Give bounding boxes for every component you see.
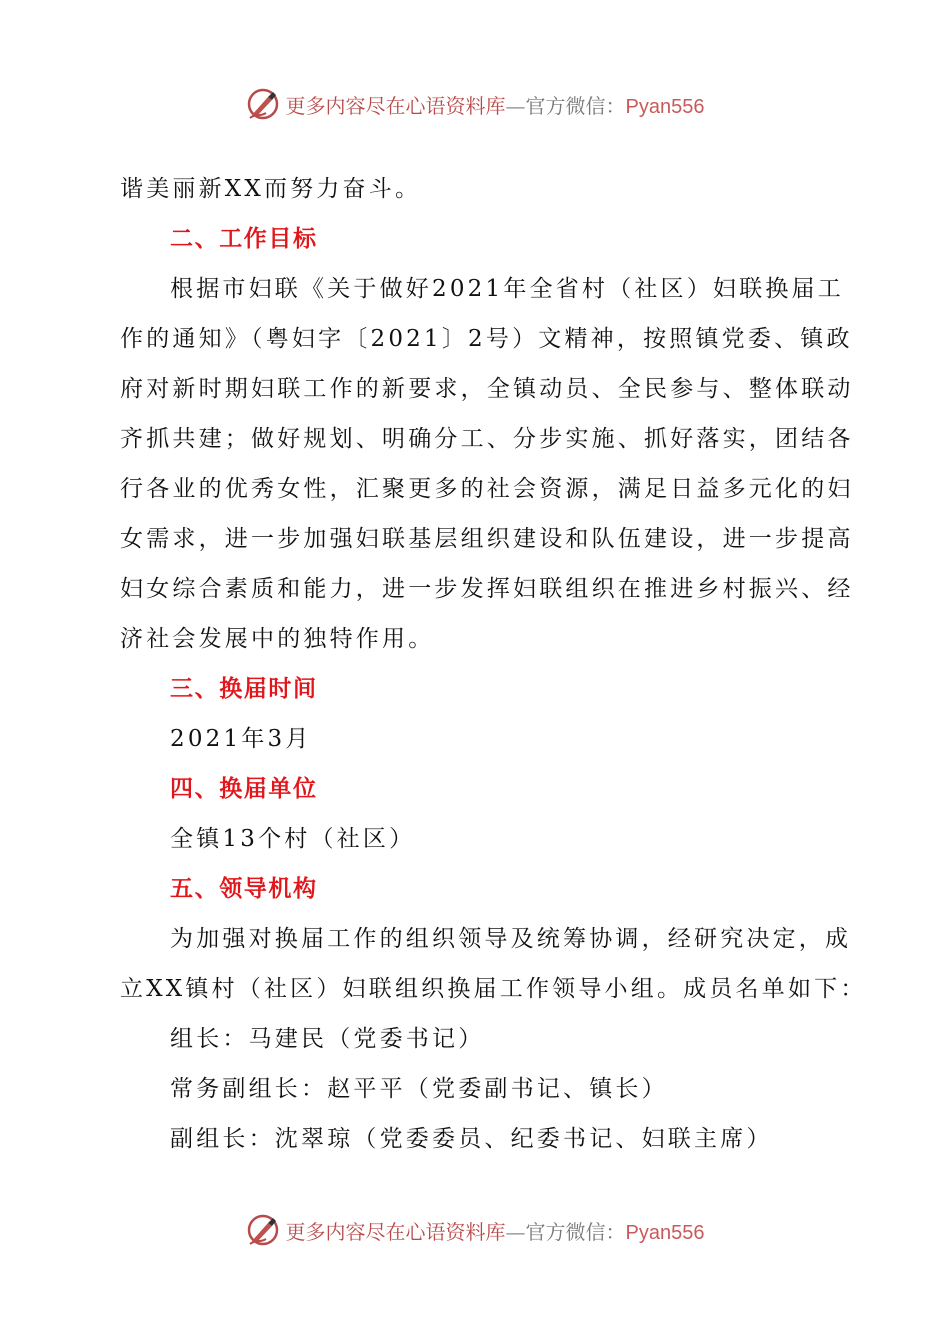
paragraph-line: 谐美丽新XX而努力奋斗。 xyxy=(120,176,422,202)
document-body xyxy=(120,164,867,1164)
header-watermark xyxy=(0,84,950,124)
paragraph-line: 行各业的优秀女性，汇聚更多的社会资源，满足日益多元化的妇 xyxy=(120,476,854,502)
watermark-text: 更多内容尽在心语资料库—官方微信：Pyan556 xyxy=(285,93,705,118)
paragraph-line: 立XX镇村（社区）妇联组织换届工作领导小组。成员名单如下： xyxy=(120,976,867,1002)
section-heading-goals: 二、工作目标 xyxy=(170,226,318,252)
paragraph-line: 为加强对换届工作的组织领导及统筹协调，经研究决定，成 xyxy=(170,926,852,952)
paragraph-line: 济社会发展中的独特作用。 xyxy=(120,626,435,652)
paragraph-line: 府对新时期妇联工作的新要求，全镇动员、全民参与、整体联动 xyxy=(120,376,854,402)
paragraph-line: 作的通知》（粤妇字〔2021〕2号）文精神，按照镇党委、镇政 xyxy=(120,326,853,352)
paragraph-line: 妇女综合素质和能力，进一步发挥妇联组织在推进乡村振兴、经 xyxy=(120,576,854,602)
section-heading-units: 四、换届单位 xyxy=(170,776,318,802)
paragraph-line: 齐抓共建；做好规划、明确分工、分步实施、抓好落实，团结各 xyxy=(120,426,854,452)
pen-circle-logo-icon xyxy=(246,87,280,121)
paragraph-line: 根据市妇联《关于做好2021年全省村（社区）妇联换届工 xyxy=(170,276,844,302)
section-heading-leadership: 五、领导机构 xyxy=(170,876,318,902)
pen-circle-logo-icon xyxy=(246,1213,280,1247)
paragraph-line: 全镇13个村（社区） xyxy=(170,826,416,852)
watermark-text: 更多内容尽在心语资料库—官方微信：Pyan556 xyxy=(285,1219,705,1244)
member-line: 副组长：沈翠琼（党委委员、纪委书记、妇联主席） xyxy=(170,1126,773,1152)
footer-watermark xyxy=(0,1210,950,1250)
section-heading-time: 三、换届时间 xyxy=(170,676,318,702)
paragraph-line: 女需求，进一步加强妇联基层组织建设和队伍建设，进一步提高 xyxy=(120,526,854,552)
member-line: 常务副组长：赵平平（党委副书记、镇长） xyxy=(170,1076,668,1102)
paragraph-line: 2021年3月 xyxy=(170,726,312,752)
member-line: 组长：马建民（党委书记） xyxy=(170,1026,485,1052)
